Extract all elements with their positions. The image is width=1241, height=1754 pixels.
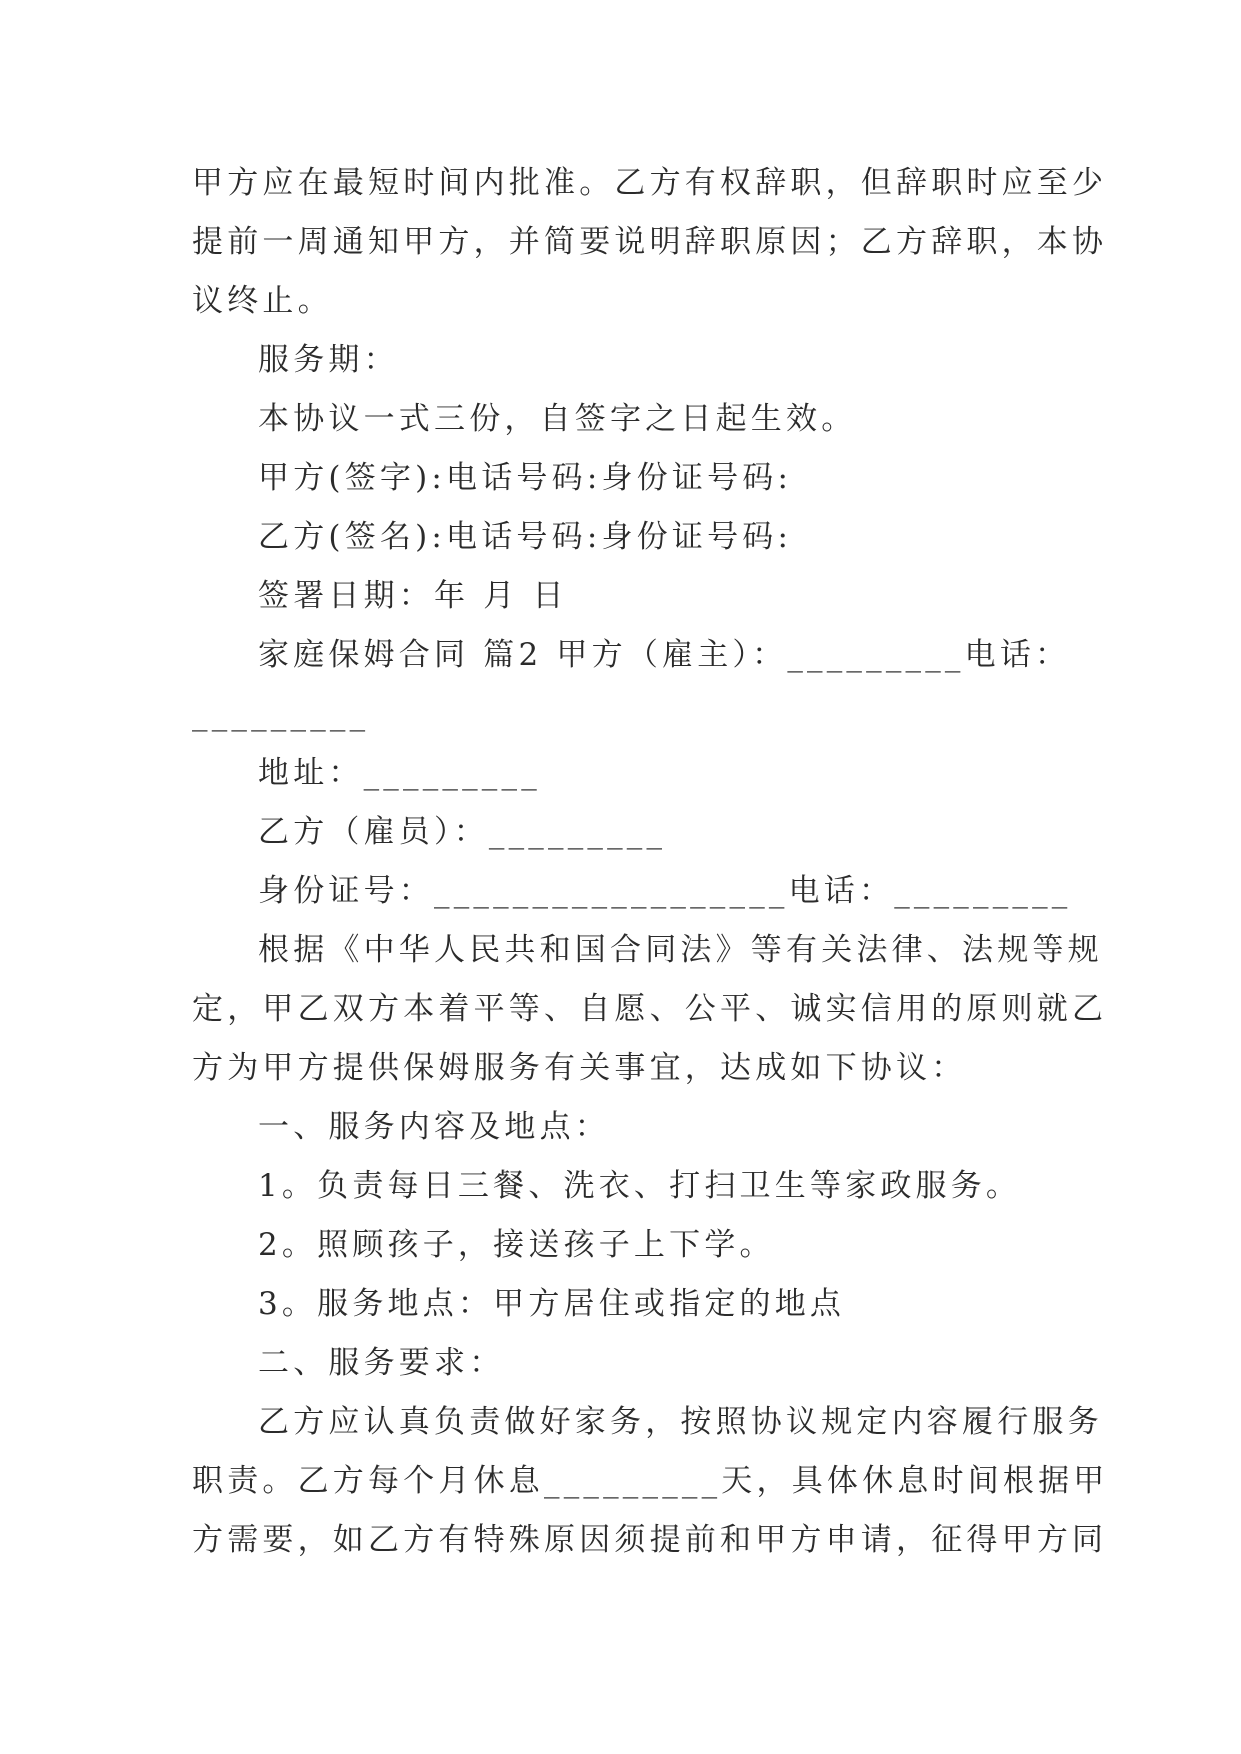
section-heading-2: 二、服务要求： — [258, 1345, 505, 1381]
section-heading-1: 一、服务内容及地点： — [258, 1109, 610, 1145]
list-item: 3。服务地点：甲方居住或指定的地点 — [258, 1286, 846, 1322]
party-b-signature-line: 乙方(签名):电话号码:身份证号码: — [258, 519, 793, 555]
party-a-signature-line: 甲方(签字):电话号码:身份证号码: — [258, 460, 793, 496]
section-label-service-period: 服务期： — [258, 342, 399, 378]
blank-line: _________ — [192, 696, 370, 732]
list-item: 1。负责每日三餐、洗衣、打扫卫生等家政服务。 — [258, 1168, 1022, 1204]
paragraph-line: 甲方应在最短时间内批准。乙方有权辞职，但辞职时应至少 — [192, 165, 1108, 201]
paragraph-line: 职责。乙方每个月休息_________天，具体休息时间根据甲 — [192, 1463, 1109, 1499]
party-b-field-line: 乙方（雇员）：_________ — [258, 814, 667, 850]
id-phone-field-line: 身份证号：__________________电话：_________ — [258, 873, 1072, 909]
address-field-line: 地址：_________ — [258, 755, 541, 791]
contract-heading-line: 家庭保姆合同 篇2 甲方（雇主）：_________电话： — [258, 637, 1071, 673]
signing-date-line: 签署日期：年 月 日 — [258, 578, 568, 614]
paragraph-line: 提前一周通知甲方，并简要说明辞职原因；乙方辞职，本协 — [192, 224, 1108, 260]
paragraph-line: 方需要，如乙方有特殊原因须提前和甲方申请，征得甲方同 — [192, 1522, 1108, 1558]
paragraph-line: 定，甲乙双方本着平等、自愿、公平、诚实信用的原则就乙 — [192, 991, 1108, 1027]
paragraph-line: 乙方应认真负责做好家务，按照协议规定内容履行服务 — [258, 1404, 1103, 1440]
paragraph-line: 议终止。 — [192, 283, 333, 319]
paragraph-line: 方为甲方提供保姆服务有关事宜，达成如下协议： — [192, 1050, 967, 1086]
list-item: 2。照顾孩子，接送孩子上下学。 — [258, 1227, 775, 1263]
paragraph-line: 本协议一式三份，自签字之日起生效。 — [258, 401, 857, 437]
paragraph-line: 根据《中华人民共和国合同法》等有关法律、法规等规 — [258, 932, 1103, 968]
